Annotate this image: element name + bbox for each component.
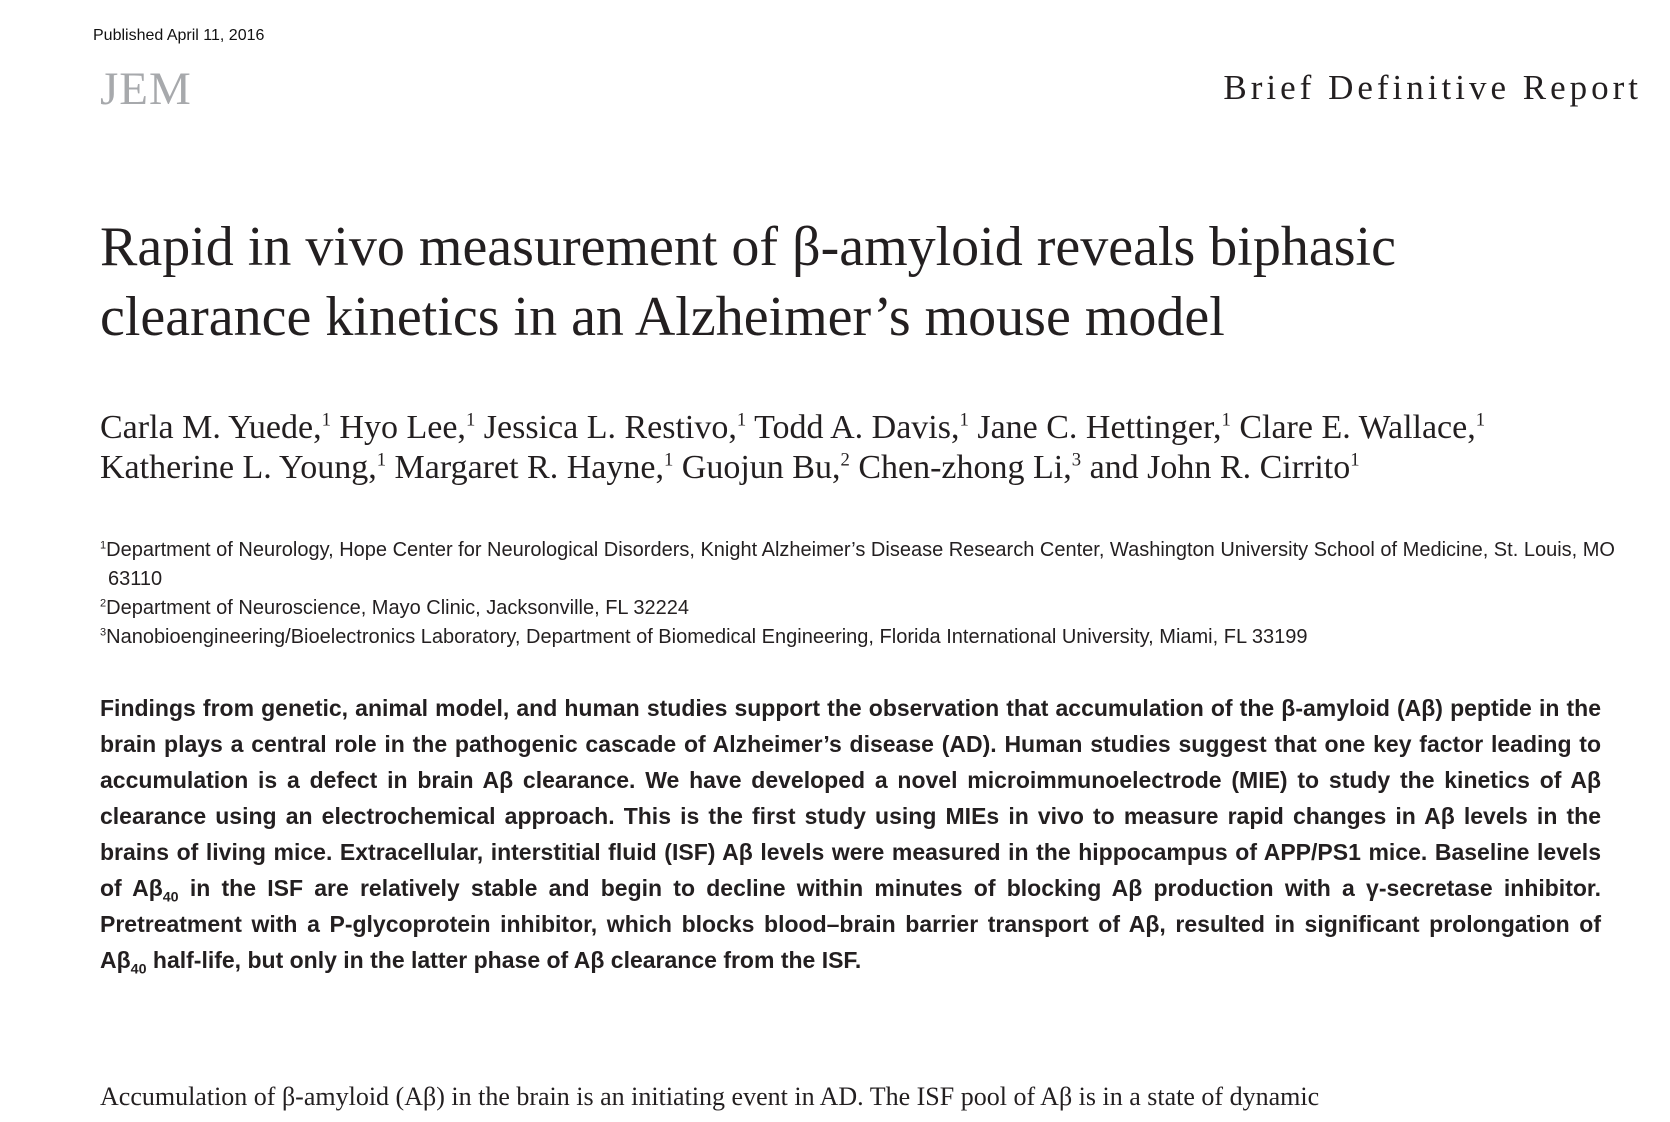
author-affiliation-ref: 3 (1071, 449, 1082, 471)
author-name: Guojun Bu, (681, 449, 841, 486)
abstract-subscript: 40 (130, 961, 147, 978)
author (484, 409, 746, 446)
author-affiliation-ref: 1 (1221, 409, 1231, 431)
article-type: Brief Definitive Report (1223, 68, 1642, 107)
author-affiliation-ref: 1 (1350, 449, 1360, 471)
author-name: Jessica L. Restivo, (483, 409, 737, 446)
author-name: Hyo Lee, (339, 409, 466, 446)
author-affiliation-ref: 1 (663, 449, 674, 471)
body-text-start: Accumulation of β-amyloid (Aβ) in the brain is an initiating event in AD. The ISF pool of Aβ is in a state of dynamic (100, 1082, 1320, 1111)
author-name: Chen-zhong Li, (858, 449, 1072, 486)
affiliation-text: Nanobioengineering/Bioelectronics Laboratory, Department of Biomedical Engineering, Florida International University, Miami, FL 33199 (106, 626, 1308, 648)
author-affiliation-ref: 1 (376, 449, 387, 471)
author (682, 449, 850, 486)
affiliation-text: Department of Neuroscience, Mayo Clinic, Jacksonville, FL 32224 (106, 597, 689, 619)
author (977, 409, 1230, 446)
affiliation-text: Department of Neurology, Hope Center for Neurological Disorders, Knight Alzheimer’s Disease Research Center, Washington University School of Medicine, St. Louis, MO 63110 (106, 539, 1615, 590)
abstract-text: in the ISF are relatively stable and begin to decline within minutes of blocking Aβ production with a γ-secretase inhibitor. Pretreatment with a P-glycoprotein inhibitor, which blocks blood–brain barrier transport of Aβ, resulted in significant prolongation of Aβ (100, 875, 1601, 973)
author (100, 409, 331, 446)
affiliation (100, 623, 1640, 652)
article-title: Rapid in vivo measurement of β-amyloid reveals biphasic clearance kinetics in an Alzheimer’s mouse model (100, 216, 1396, 348)
author-name: Jane C. Hettinger, (977, 409, 1222, 446)
author (1239, 409, 1485, 446)
author-affiliation-ref: 1 (1475, 409, 1486, 431)
author (100, 449, 386, 486)
author-affiliation-ref: 1 (321, 409, 331, 431)
abstract-subscript: 40 (162, 889, 179, 906)
author-name: Carla M. Yuede, (100, 409, 322, 446)
author (395, 449, 674, 486)
author-affiliation-ref: 1 (959, 409, 969, 431)
affiliation-number: 2 (100, 597, 107, 610)
published-date: Published April 11, 2016 (93, 27, 265, 44)
author-affiliation-ref: 2 (840, 449, 850, 471)
author-name: Todd A. Davis, (754, 409, 960, 446)
author-name: Katherine L. Young, (100, 449, 377, 486)
abstract (100, 690, 1601, 978)
journal-logo: JEM (100, 63, 192, 115)
author-name: Clare E. Wallace, (1239, 409, 1476, 446)
author-affiliation-ref: 1 (736, 409, 747, 431)
author (754, 409, 969, 446)
author (339, 409, 475, 446)
affiliation (100, 594, 1640, 623)
abstract-text: half-life, but only in the latter phase of Aβ clearance from the ISF. (146, 947, 862, 973)
abstract-text: Findings from genetic, animal model, and human studies support the observation that accumulation of the β-amyloid (Aβ) peptide in the brain plays a central role in the pathogenic cascade of Alzheimer’s disease (AD). Human studies suggest that one key factor leading to accumulation is a defect in brain Aβ clearance. We have developed a novel microimmunoelectrode (MIE) to study the kinetics of Aβ clearance using an electrochemical approach. This is the first study using MIEs in vivo to measure rapid changes in Aβ levels in the brains of living mice. Extracellular, interstitial fluid (ISF) Aβ levels were measured in the hippocampus of APP/PS1 mice. Baseline levels of Aβ (100, 695, 1601, 901)
affiliation-number: 3 (100, 626, 107, 639)
author (858, 449, 1081, 486)
affiliations (100, 536, 1640, 652)
author (1090, 449, 1360, 486)
author-name: and John R. Cirrito (1089, 449, 1351, 486)
author-name: Margaret R. Hayne, (394, 449, 664, 486)
author-affiliation-ref: 1 (465, 409, 476, 431)
affiliation (100, 536, 1640, 594)
affiliation-number: 1 (100, 539, 107, 552)
author-list (100, 408, 1640, 488)
